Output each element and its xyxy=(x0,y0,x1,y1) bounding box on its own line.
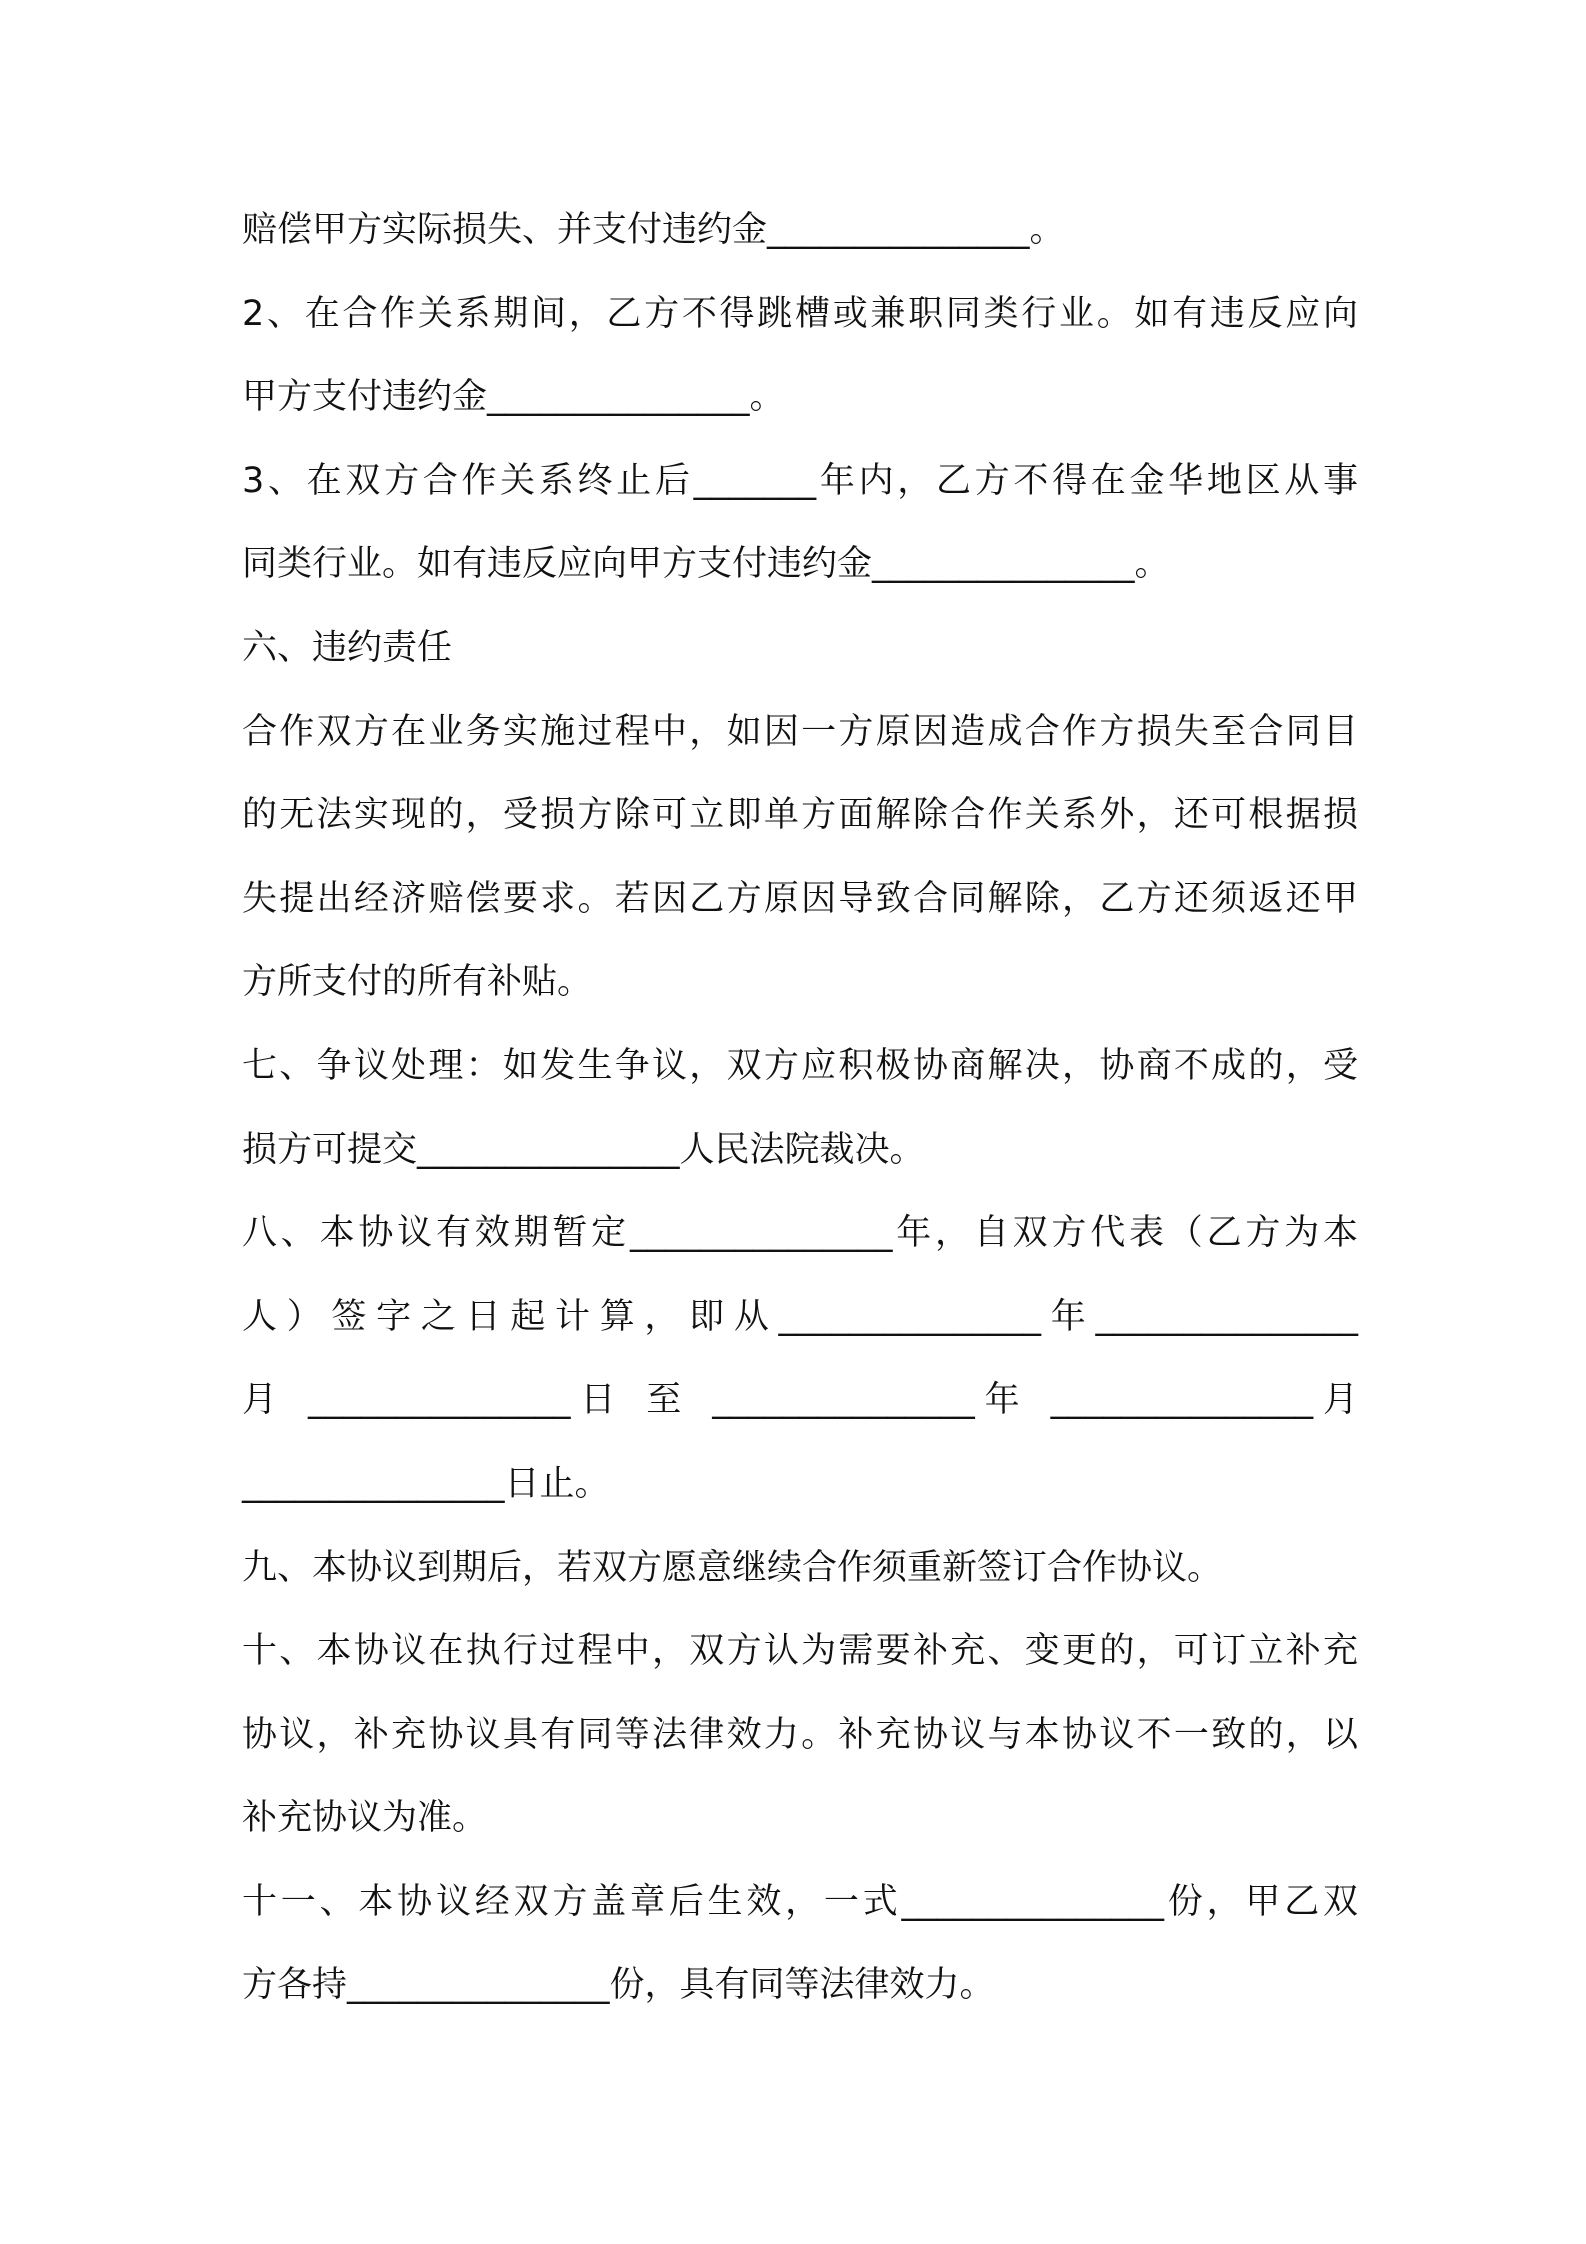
document-text-line: 人）签字之日起计算，即从_______________年_______________ xyxy=(242,1296,1358,1337)
document-text-line: 赔偿甲方实际损失、并支付违约金_______________。 xyxy=(242,210,1065,250)
document-text-line: 2、在合作关系期间，乙方不得跳槽或兼职同类行业。如有违反应向 xyxy=(242,293,1358,334)
document-text-line: 3、在双方合作关系终止后_______年内，乙方不得在金华地区从事 xyxy=(242,460,1358,501)
document-text-line: _______________日止。 xyxy=(242,1463,610,1504)
document-text-line: 九、本协议到期后，若双方愿意继续合作须重新签订合作协议。 xyxy=(242,1547,1223,1588)
document-text-line: 方所支付的所有补贴。 xyxy=(242,962,593,1003)
document-page xyxy=(242,189,1358,2028)
document-text-line: 协议，补充协议具有同等法律效力。补充协议与本协议不一致的，以 xyxy=(242,1714,1358,1755)
document-text-line: 补充协议为准。 xyxy=(242,1798,488,1839)
document-text-line: 损方可提交_______________人民法院裁决。 xyxy=(242,1129,925,1170)
document-text-line: 甲方支付违约金_______________。 xyxy=(242,377,785,418)
document-text-line: 六、违约责任 xyxy=(242,627,453,668)
document-text-line: 八、本协议有效期暂定_______________年，自双方代表（乙方为本 xyxy=(242,1213,1358,1254)
document-text-line: 同类行业。如有违反应向甲方支付违约金_______________。 xyxy=(242,544,1170,585)
document-text-line: 失提出经济赔偿要求。若因乙方原因导致合同解除，乙方还须返还甲 xyxy=(242,878,1358,919)
document-text-line: 十、本协议在执行过程中，双方认为需要补充、变更的，可订立补充 xyxy=(242,1631,1358,1672)
document-text-line: 的无法实现的，受损方除可立即单方面解除合作关系外，还可根据损 xyxy=(242,795,1358,836)
document-text-line: 十一、本协议经双方盖章后生效，一式_______________份，甲乙双 xyxy=(242,1881,1358,1922)
document-text-line: 月 _______________日 至 _______________年 _______________月 xyxy=(242,1380,1358,1421)
document-text-line: 七、争议处理：如发生争议，双方应积极协商解决，协商不成的，受 xyxy=(242,1045,1358,1086)
document-text-line: 合作双方在业务实施过程中，如因一方原因造成合作方损失至合同目 xyxy=(242,711,1358,752)
document-text-line: 方各持_______________份，具有同等法律效力。 xyxy=(242,1965,995,2006)
